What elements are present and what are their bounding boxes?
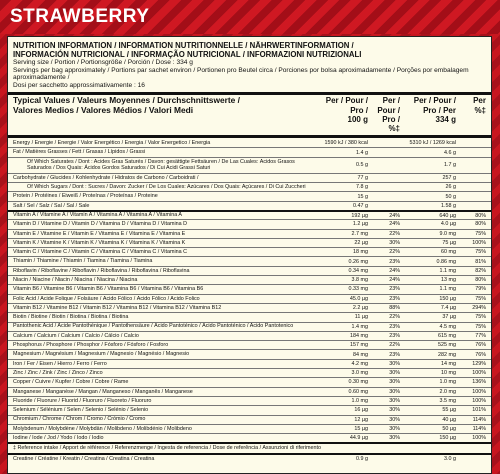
row-per-100g: 45.0 µg [349,295,368,302]
ri-100g-header-line-2: %‡ [388,123,400,133]
row-ri-serving: 136% [472,379,486,386]
row-per-100g: 0.30 mg [348,379,368,386]
row-per-100g: 1.0 mg [351,398,368,405]
row-ri-100g: 88% [389,305,400,312]
row-per-serving: 75 µg [442,240,456,246]
table-row [8,182,491,191]
per-100g-header-line-2: 100 g [347,114,368,124]
table-row [8,247,491,256]
table-row [8,377,491,386]
ri-serving-header-line-1: Per [473,96,486,106]
table-row [8,173,491,182]
row-per-serving: 3.0 g [444,456,456,463]
row-per-100g: 0.60 mg [348,388,368,395]
row-per-serving: 60 mg [441,249,456,256]
row-per-serving: 13 mg [441,277,456,284]
row-name: Manganese / Manganèse / Mangan / Manganeso / Manganês / Manganese [13,388,193,395]
per-serving-header-line-1: Per / Pour / Pro / Per [413,96,456,115]
row-ri-100g: 24% [389,212,400,219]
row-ri-serving: 75% [475,230,486,237]
row-per-serving: 4.6 g [444,149,456,156]
table-row [8,266,491,275]
row-ri-serving: 80% [475,277,486,284]
row-name: Fat / Matières Grasses / Fett / Grasas / Lípidos / Grassi [13,149,146,156]
row-ri-100g: 23% [389,332,400,339]
row-ri-serving: 80% [475,221,486,228]
row-per-100g: 0.47 g [353,202,368,209]
table-row [8,322,491,331]
row-ri-serving: 79% [475,286,486,293]
row-per-serving: 615 mg [438,332,456,339]
row-ri-serving: 81% [475,258,486,265]
row-name: Copper / Cuivre / Kupfer / Cobre / Cobre / Rame [13,379,129,386]
row-ri-100g: 30% [389,435,400,442]
table-row [8,387,491,396]
row-per-serving: 37 µg [442,314,456,321]
values-header-line-1: Typical Values / Valeurs Moyennes / Durchschnittswerte / [13,95,240,106]
row-per-serving: 40 µg [442,416,456,423]
row-name: Protein / Protéines / Eiweiß / Proteínas / Proteínas / Proteine [13,193,158,200]
ri-100g-header-line-1: Per / Pour / Pro / [377,96,400,124]
row-ri-serving: 101% [472,407,486,414]
row-per-100g: 0.9 g [356,456,368,463]
table-row [8,303,491,312]
table-row [8,147,491,156]
table-row [8,424,491,433]
per-serving-header-line-2: 334 g [435,114,456,124]
column-header [8,95,491,138]
product-title: STRAWBERRY [10,6,150,27]
row-ri-100g: 24% [389,221,400,228]
table-row [8,359,491,368]
row-name: Of Which Saturates / Dont : Acides Gras Saturés / Davon: gesättigte Fettsäuren / De Las Cuales: Ácidos Grasos Saturados / Dos Quais: Ácidos Gordos Saturados / Di Cui Acidi Grassi Saturi [27,158,295,172]
table-row [8,238,491,247]
row-per-serving: 50 µg [442,425,456,432]
row-name: Carbohydrate / Glucides / Kohlenhydrate / Hidratos de Carbono / Carboidrati / [13,174,199,181]
nutrition-rows [8,138,491,442]
row-ri-serving: 82% [475,267,486,274]
row-per-100g: 3.8 mg [351,277,368,284]
row-ri-serving: 100% [472,388,486,395]
row-name: Energy / Énergie / Energie / Valor Energético / Energia / Valor Energetico / Energia [13,139,211,146]
row-ri-100g: 23% [389,295,400,302]
row-per-100g: 22 µg [354,240,368,246]
row-per-100g: 12 µg [354,416,368,423]
row-ri-100g: 23% [389,351,400,358]
row-per-serving: 1.7 g [444,162,456,169]
row-ri-serving: 75% [475,249,486,256]
table-row [8,396,491,405]
row-ri-100g: 22% [389,342,400,349]
row-per-serving: 4.0 µg [440,221,456,228]
row-per-serving: 1.0 mg [439,379,456,386]
row-per-serving: 2.0 mg [439,388,456,395]
row-ri-100g: 30% [389,398,400,405]
row-per-serving: 50 g [445,193,456,200]
row-per-100g: 44.9 µg [349,435,368,442]
table-row [8,256,491,265]
row-name: Vitamin D / Vitamine D / Vitamin D / Vitamina D / Vitamina D / Vitamina D [13,221,188,228]
row-per-serving: 1.1 mg [439,286,456,293]
table-row [8,405,491,414]
table-row [8,433,491,442]
ri-serving-header [456,96,486,133]
row-per-100g: 1590 kJ / 380 kcal [324,139,368,146]
row-per-100g: 77 g [357,174,368,181]
row-per-100g: 11 µg [354,314,368,321]
row-per-serving: 282 mg [438,351,456,358]
row-per-100g: 0.5 g [356,162,368,169]
row-name: Chromium / Chrome / Chrom / Cromo / Crómio / Cromo [13,416,146,423]
serving-size: Serving size / Portion / Portionsgröße / Porción / Dose : 334 g [13,59,193,66]
row-ri-100g: 30% [389,388,400,395]
table-row [8,210,491,219]
row-per-100g: 2.7 mg [351,230,368,237]
row-ri-serving: 80% [475,212,486,219]
table-row [8,191,491,200]
row-name: Of Which Sugars / Dont : Sucres / Davon: Zucker / De Los Cuales: Azúcares / Dos Quais: Açúcares / Di Cui Zuccheri [27,184,306,191]
row-ri-serving: 100% [472,398,486,405]
row-name: Folic Acid / Acide Folique / Folsäure / Ácido Fólico / Ácido Fólico / Acido Folico [13,295,200,302]
row-ri-serving: 75% [475,295,486,302]
row-per-serving: 1.1 mg [439,267,456,274]
row-name: Molybdenum / Molybdène / Molybdän / Molibdeno / Molibdénio / Molibdeno [13,425,192,432]
row-name: Vitamin B6 / Vitamine B6 / Vitamin B6 / Vitamina B6 / Vitamina B6 / Vitamina B6 [13,286,204,293]
nutrition-header [8,37,491,95]
row-per-serving: 257 g [442,174,456,181]
table-row [8,138,491,147]
row-ri-100g: 30% [389,407,400,414]
row-per-serving: 4.5 mg [439,323,456,330]
row-per-100g: 2.2 µg [352,305,368,312]
table-row [8,284,491,293]
row-per-serving: 55 µg [442,407,456,414]
row-per-100g: 1.4 mg [351,323,368,330]
row-ri-100g: 23% [389,323,400,330]
row-per-serving: 3.5 mg [439,398,456,405]
servings-line-1: Servings per bag approximately / Portions par sachet environ / Portionen pro Beutel circa / Porciones por bolsa aproximadamente / Porções por embalagem aproximadamente / [13,66,469,82]
ri-100g-header [368,96,400,133]
row-ri-serving: 76% [475,351,486,358]
row-ri-serving: 77% [475,332,486,339]
row-name: Biotin / Biotine / Biotin / Biotina / Biotina / Biotina [13,314,129,321]
per-100g-header-line-1: Per / Pour / Pro / [325,96,368,115]
row-name: Vitamin A / Vitamine A / Vitamin A / Vitamina A / Vitamina A / Vitamina A [13,212,183,219]
row-per-serving: 1.58 g [441,202,456,209]
table-row [8,275,491,284]
row-ri-serving: 76% [475,342,486,349]
values-column-header [13,96,315,133]
row-ri-100g: 30% [389,425,400,432]
row-ri-serving: 100% [472,240,486,246]
row-name: Salt / Sel / Salz / Sal / Sal / Sale [13,202,90,209]
row-per-serving: 26 g [445,184,456,191]
extra-rows [8,453,491,462]
row-name: Niacin / Niacine / Niacin / Niacina / Niacina / Niacina [13,276,138,283]
servings-line-2: Dosi per sacchetto approssimativamente : 16 [13,81,145,89]
row-per-100g: 3.0 mg [351,370,368,377]
row-name: Phosphorus / Phosphore / Phosphor / Fósforo / Fósforo / Fosforo [13,342,169,349]
row-ri-serving: 75% [475,323,486,330]
row-per-100g: 184 mg [350,332,368,339]
table-row [8,340,491,349]
row-per-100g: 1.4 g [356,149,368,156]
row-name: Vitamin B12 / Vitamine B12 / Vitamin B12 / Vitamina B12 / Vitamina B12 / Vitamina B12 [13,304,222,311]
row-ri-100g: 22% [389,230,400,237]
row-per-serving: 9.0 mg [439,230,456,237]
row-name: Calcium / Calcium / Calcium / Calcio / Cálcio / Calcio [13,332,139,339]
row-name: Vitamin E / Vitamine E / Vitamin E / Vitamina E / Vitamina E / Vitamina E [13,230,186,237]
row-per-serving: 5310 kJ / 1269 kcal [409,139,456,146]
ri-serving-header-line-2: %‡ [474,105,486,115]
values-header-line-2: Valores Medios / Valores Médios / Valori Medi [13,104,194,115]
heading-line-1: NUTRITION INFORMATION / INFORMATION NUTRITIONNELLE / NÄHRWERTINFORMATION / [13,41,354,50]
row-per-100g: 4.2 mg [351,360,368,367]
row-ri-100g: 23% [389,258,400,265]
table-row [8,453,491,462]
row-name: Thiamin / Thiamine / Thiamin / Tiamina / Tiamina / Tiamina [13,258,153,265]
row-ri-100g: 30% [389,416,400,423]
row-name: Vitamin K / Vitamine K / Vitamin K / Vitamina K / Vitamina K / Vitamina K [13,239,186,246]
row-per-100g: 0.34 mg [348,267,368,274]
row-per-serving: 10 mg [441,370,456,377]
row-name: Magnesium / Magnésium / Magnesium / Magnesio / Magnésio / Magnesio [13,351,190,358]
table-row [8,368,491,377]
row-ri-serving: 75% [475,314,486,321]
row-per-serving: 14 mg [441,360,456,367]
row-name: Selenium / Sélénium / Selen / Selenio / Selénio / Selenio [13,407,149,414]
row-ri-100g: 24% [389,277,400,284]
row-per-100g: 0.26 mg [348,258,368,265]
table-row [8,219,491,228]
row-per-serving: 640 µg [439,212,456,219]
heading-line-2: INFORMACIÓN NUTRICIONAL / INFORMAÇÃO NUTRICIONAL / INFORMAZIONI NUTRIZIONALI [13,50,362,59]
table-row [8,349,491,358]
table-row [8,201,491,210]
row-per-serving: 525 mg [438,342,456,349]
row-per-serving: 150 µg [439,295,456,302]
row-per-serving: 7.4 µg [440,305,456,312]
row-ri-serving: 129% [472,360,486,367]
row-ri-100g: 30% [389,379,400,386]
table-row [8,229,491,238]
row-name: Iodine / Iode / Jod / Yodo / Iodo / Iodio [13,435,104,442]
row-ri-serving: 114% [472,425,486,432]
row-ri-100g: 24% [389,267,400,274]
row-ri-100g: 22% [389,314,400,321]
row-per-100g: 16 µg [354,407,368,414]
row-ri-100g: 30% [389,360,400,367]
row-per-100g: 15 g [357,193,368,200]
table-row [8,415,491,424]
row-ri-100g: 30% [389,370,400,377]
table-row [8,312,491,321]
row-per-serving: 150 µg [439,435,456,442]
row-name: Iron / Fer / Eisen / Hierro / Ferro / Ferro [13,360,107,367]
nutrition-panel [7,36,492,474]
per-serving-header [400,96,456,133]
row-name: Riboflavin / Riboflavine / Riboflavin / Riboflavina / Riboflavina / Riboflavina [13,267,190,274]
row-name: Pantothenic Acid / Acide Pantothénique / Pantothensäure / Ácido Pantoténico / Ácido Pantoténico / Acido Pantotenico [13,323,294,330]
row-name: Creatine / Créatine / Kreatin / Creatina / Creatina / Creatina [13,455,155,462]
row-ri-serving: 100% [472,370,486,377]
row-name: Vitamin C / Vitamine C / Vitamin C / Vitamina C / Vitamina C / Vitamina C [13,249,188,256]
reference-intake-note: ‡ Reference intake / Apport de référence / Referenzmenge / Ingesta de referencia / Dose de referência / Assunzioni di riferimento [8,442,491,453]
row-ri-serving: 114% [472,416,486,423]
row-per-100g: 18 mg [353,249,368,256]
row-per-serving: 0.86 mg [436,258,456,265]
row-per-100g: 7.8 g [356,184,368,191]
table-row [8,157,491,173]
row-per-100g: 0.33 mg [348,286,368,293]
table-row [8,294,491,303]
row-ri-100g: 30% [389,240,400,246]
row-ri-100g: 22% [389,249,400,256]
table-row [8,331,491,340]
per-100g-header [315,96,368,133]
row-name: Zinc / Zinc / Zink / Zinc / Zinco / Zinco [13,369,103,376]
row-per-100g: 192 µg [351,212,368,219]
row-ri-serving: 100% [472,435,486,442]
row-name: Fluoride / Fluorure / Fluorid / Fluoruro / Fluoreto / Fluoruro [13,397,152,404]
row-ri-100g: 23% [389,286,400,293]
row-per-100g: 1.2 µg [352,221,368,228]
row-ri-serving: 294% [472,305,486,312]
row-per-100g: 15 µg [354,425,368,432]
row-per-100g: 157 mg [350,342,368,349]
row-per-100g: 84 mg [353,351,368,358]
